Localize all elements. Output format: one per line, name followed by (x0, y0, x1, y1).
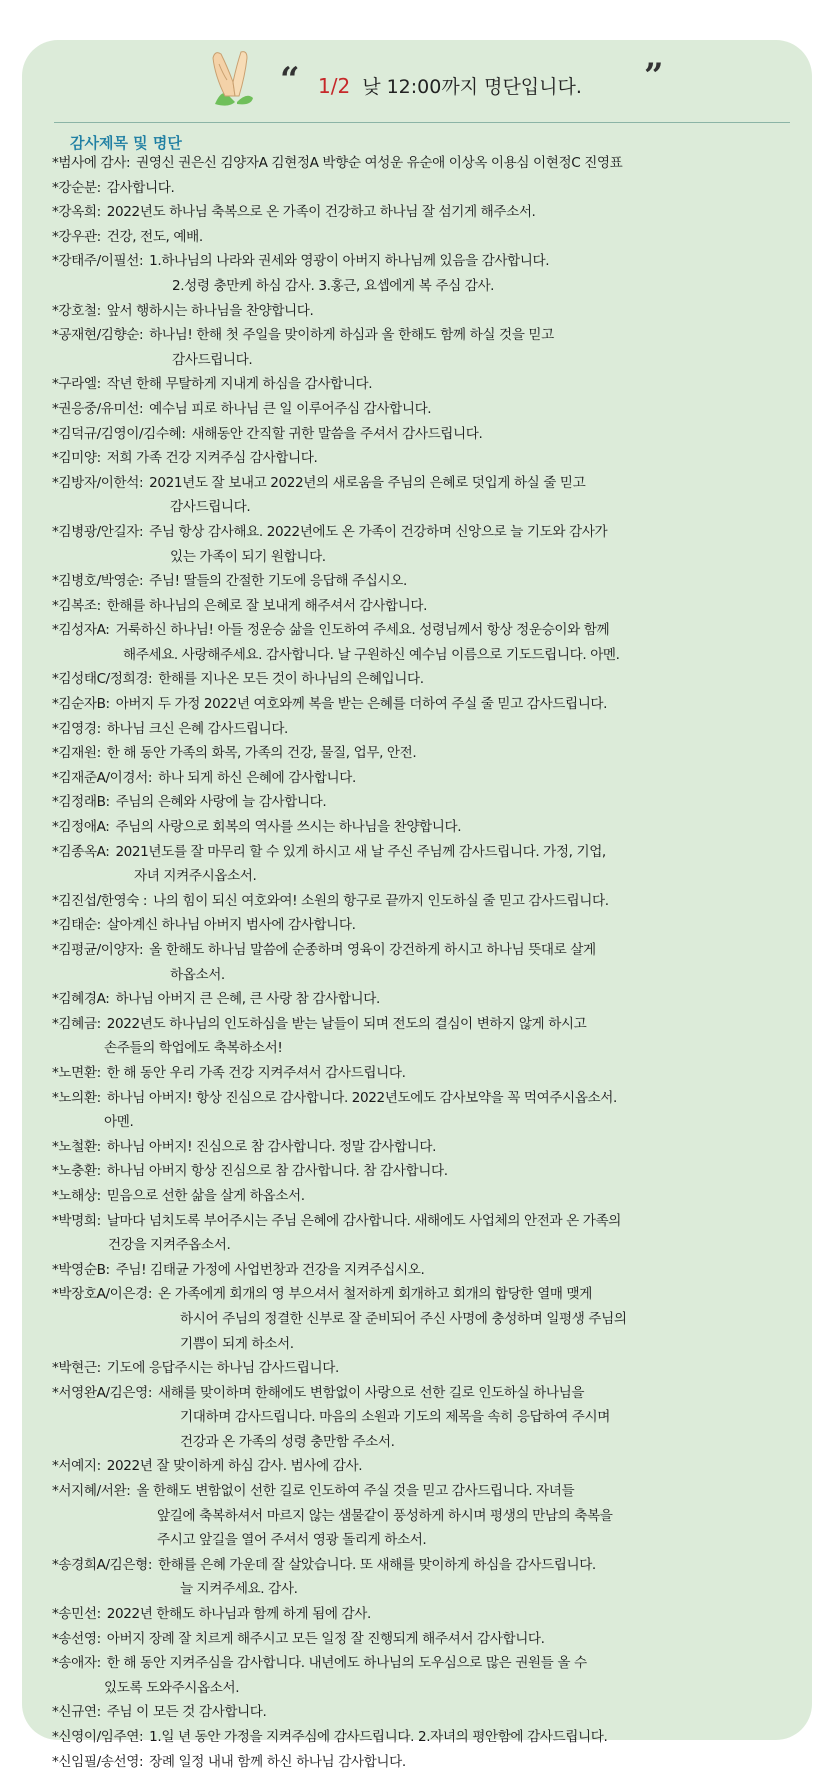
list-item (52, 1651, 812, 1700)
entry-text: 주님 이 모든 것 감사합니다. (106, 1704, 267, 1721)
list-item (52, 372, 812, 397)
entry-line (52, 520, 812, 545)
list-item (52, 323, 812, 372)
list-item (52, 1725, 812, 1750)
entry-line (52, 1184, 812, 1209)
entry-name: *김방자/이한석: (52, 474, 144, 491)
notice-card (22, 40, 812, 1770)
entry-line (52, 938, 812, 963)
entry-line (52, 1479, 812, 1504)
entry-continuation: 늘 지켜주세요. 감사. (180, 1581, 298, 1598)
entry-continuation: 기대하며 감사드립니다. 마음의 소원과 기도의 제목을 속히 응답하여 주시며 (180, 1409, 610, 1426)
entry-line (52, 1061, 812, 1086)
entry-name: *김진섭/한영숙 : (52, 892, 148, 909)
list-item (52, 225, 812, 250)
entry-text: 거룩하신 하나님! 아들 정운승 삶을 인도하여 주세요. 성령님께서 항상 정운승이와 함께 (115, 622, 610, 639)
entry-name: *박명희: (52, 1212, 101, 1229)
list-item (52, 1553, 812, 1602)
entry-text: 나의 힘이 되신 여호와여! 소원의 항구로 끝까지 인도하실 줄 믿고 감사드립니다. (153, 892, 609, 909)
entry-name: *강호철: (52, 302, 101, 319)
entry-line (52, 446, 812, 471)
entry-text: 새해동안 간직할 귀한 말씀을 주셔서 감사드립니다. (191, 425, 483, 442)
entry-name: *강순분: (52, 179, 101, 196)
list-item (52, 717, 812, 742)
entry-name: *강태주/이필선: (52, 253, 144, 270)
entry-text: 2022년 잘 맞이하게 하심 감사. 범사에 감사. (106, 1458, 363, 1475)
entry-line (52, 1602, 812, 1627)
entry-line (52, 1258, 812, 1283)
entry-text: 하나님 아버지! 진심으로 참 감사합니다. 정말 감사합니다. (106, 1138, 437, 1155)
entry-text: 하나님 아버지 항상 진심으로 참 감사합니다. 참 감사합니다. (106, 1163, 448, 1180)
entry-text: 예수님 피로 하나님 큰 일 이루어주심 감사합니다. (149, 400, 432, 417)
list-item (52, 1454, 812, 1479)
entry-name: *김덕규/김영이/김수혜: (52, 425, 186, 442)
list-item (52, 1381, 812, 1455)
entry-name: *송경희A/김은형: (52, 1556, 153, 1573)
entry-name: *송선영: (52, 1630, 101, 1647)
entry-text: 하나님! 한해 첫 주일을 맞이하게 하심과 올 한해도 함께 하실 것을 믿고 (149, 327, 554, 344)
entry-text: 한해를 지나온 모든 것이 하나님의 은혜입니다. (158, 671, 424, 688)
list-item (52, 618, 812, 667)
entry-line (52, 1750, 812, 1774)
entry-name: *서영완A/김은영: (52, 1384, 153, 1401)
entry-name: *김병호/박영순: (52, 573, 144, 590)
entry-text: 하나님 크신 은혜 감사드립니다. (106, 720, 288, 737)
praying-hands-icon (207, 46, 259, 108)
entry-line (52, 569, 812, 594)
list-item (52, 1356, 812, 1381)
list-item (52, 790, 812, 815)
list-item (52, 520, 812, 569)
list-item (52, 249, 812, 298)
entry-text: 하나 되게 하신 은혜에 감사합니다. (158, 769, 356, 786)
entry-list (52, 151, 812, 1774)
list-item (52, 1135, 812, 1160)
entry-text: 올 한해도 변함없이 선한 길로 인도하여 주실 것을 믿고 감사드립니다. 자녀들 (136, 1483, 575, 1500)
entry-line (52, 1700, 812, 1725)
entry-name: *김정래B: (52, 794, 110, 811)
entry-line (52, 1627, 812, 1652)
header (22, 40, 812, 118)
list-item (52, 1086, 812, 1135)
entry-line (52, 1086, 812, 1111)
entry-name: *서예지: (52, 1458, 101, 1475)
list-item (52, 692, 812, 717)
entry-line (52, 471, 812, 496)
entry-name: *김복조: (52, 597, 101, 614)
entry-name: *서지혜/서완: (52, 1483, 131, 1500)
entry-text: 주님! 딸들의 간절한 기도에 응답해 주십시오. (149, 573, 407, 590)
entry-line (52, 766, 812, 791)
page-title (318, 72, 582, 99)
entry-line (52, 249, 812, 274)
list-item (52, 815, 812, 840)
entry-text: 2022년도 하나님 축복으로 온 가족이 건강하고 하나님 잘 섬기게 해주소서. (106, 204, 536, 221)
entry-line (52, 225, 812, 250)
entry-text: 한 해 동안 가족의 화목, 가족의 건강, 물질, 업무, 안전. (106, 745, 417, 762)
entry-name: *신임필/송선영: (52, 1753, 144, 1770)
entry-line (52, 151, 812, 176)
open-quote: “ (280, 60, 300, 100)
entry-continuation: 건강을 지켜주옵소서. (108, 1237, 231, 1254)
entry-line (52, 323, 812, 348)
entry-text: 1.일 년 동안 가정을 지켜주심에 감사드립니다. 2.자녀의 평안함에 감사드립니다. (149, 1729, 608, 1745)
entry-name: *김평균/이양자: (52, 942, 144, 958)
list-item (52, 1700, 812, 1725)
entry-name: *김정애A: (52, 819, 110, 836)
entry-line (52, 913, 812, 938)
entry-line (52, 1012, 812, 1037)
entry-line (52, 840, 812, 865)
entry-name: *노철환: (52, 1138, 101, 1155)
entry-continuation: 하시어 주님의 정결한 신부로 잘 준비되어 주신 사명에 충성하며 일평생 주님의 (180, 1310, 627, 1327)
entry-name: *김혜경A: (52, 991, 110, 1008)
entry-text: 한해를 하나님의 은혜로 잘 보내게 해주셔서 감사합니다. (106, 597, 428, 614)
entry-line (52, 1454, 812, 1479)
list-item (52, 1061, 812, 1086)
list-item (52, 840, 812, 889)
list-item (52, 397, 812, 422)
entry-continuation: 있는 가족이 되기 원합니다. (170, 548, 326, 565)
entry-name: *강우관: (52, 228, 101, 245)
entry-continuation: 건강과 온 가족의 성령 충만함 주소서. (180, 1433, 395, 1450)
entry-text: 저희 가족 건강 지켜주심 감사합니다. (106, 450, 318, 467)
entry-line (52, 1553, 812, 1578)
entry-text: 권영신 권은신 김양자A 김현정A 박향순 여성운 유순애 이상옥 이용심 이현정C 진영표 (136, 155, 623, 171)
list-item (52, 1627, 812, 1652)
list-item (52, 299, 812, 324)
entry-line (52, 372, 812, 397)
entry-line (52, 200, 812, 225)
entry-name: *김순자B: (52, 696, 110, 713)
entry-continuation: 앞길에 축복하셔서 마르지 않는 샘물같이 풍성하게 하시며 평생의 만남의 축복을 (157, 1507, 613, 1524)
entry-text: 아버지 장례 잘 치르게 해주시고 모든 일정 잘 진행되게 해주셔서 감사합니다. (106, 1630, 545, 1647)
section-title: 감사제목 및 명단 (70, 134, 182, 152)
close-quote: ” (644, 56, 664, 96)
entry-name: *노충환: (52, 1163, 101, 1180)
entry-line (52, 692, 812, 717)
list-item (52, 667, 812, 692)
entry-text: 한 해 동안 지켜주심을 감사합니다. 내년에도 하나님의 도우심으로 많은 권원들 올 수 (106, 1655, 587, 1672)
list-item (52, 1209, 812, 1258)
entry-text: 살아계신 하나님 아버지 범사에 감사합니다. (106, 917, 356, 934)
title-date: 1/2 (318, 74, 351, 98)
entry-name: *권응중/유미선: (52, 400, 144, 417)
entry-name: *김재준A/이경서: (52, 769, 153, 786)
list-item (52, 422, 812, 447)
entry-continuation: 감사드립니다. (172, 351, 253, 368)
list-item (52, 594, 812, 619)
entry-name: *김재원: (52, 745, 101, 762)
entry-text: 건강, 전도, 예배. (106, 228, 203, 245)
entry-name: *송민선: (52, 1606, 101, 1623)
entry-line (52, 1651, 812, 1676)
entry-line (52, 1159, 812, 1184)
entry-name: *김혜금: (52, 1015, 101, 1032)
list-item (52, 913, 812, 938)
entry-line (52, 1209, 812, 1234)
entry-text: 올 한해도 하나님 말씀에 순종하며 영육이 강건하게 하시고 하나님 뜻대로 살게 (149, 942, 596, 958)
entry-line (52, 815, 812, 840)
list-item (52, 1012, 812, 1061)
list-item (52, 1479, 812, 1553)
entry-line (52, 422, 812, 447)
entry-line (52, 397, 812, 422)
entry-line (52, 741, 812, 766)
entry-name: *노면환: (52, 1064, 101, 1081)
entry-text: 앞서 행하시는 하나님을 찬양합니다. (106, 302, 314, 319)
entry-text: 주님의 은혜와 사랑에 늘 감사합니다. (115, 794, 327, 811)
entry-name: *강옥희: (52, 204, 101, 221)
entry-name: *김성자A: (52, 622, 110, 639)
list-item (52, 151, 812, 176)
entry-text: 주님! 김태균 가정에 사업번창과 건강을 지켜주십시오. (115, 1261, 425, 1278)
entry-line (52, 1356, 812, 1381)
entry-continuation: 기쁨이 되게 하소서. (180, 1335, 294, 1352)
entry-name: *박현근: (52, 1360, 101, 1377)
entry-name: *김종옥A: (52, 843, 110, 860)
entry-line (52, 1282, 812, 1307)
entry-text: 1.하나님의 나라와 권세와 영광이 아버지 하나님께 있음을 감사합니다. (149, 253, 550, 270)
list-item (52, 889, 812, 914)
entry-text: 주님의 사랑으로 회복의 역사를 쓰시는 하나님을 찬양합니다. (115, 819, 462, 836)
list-item (52, 1750, 812, 1774)
entry-continuation: 해주세요. 사랑해주세요. 감사합니다. 날 구원하신 예수님 이름으로 기도드립니다. 아멘. (123, 646, 620, 663)
entry-line (52, 176, 812, 201)
entry-name: *범사에 감사: (52, 155, 131, 171)
entry-text: 주님 항상 감사해요. 2022년에도 온 가족이 건강하며 신앙으로 늘 기도와 감사가 (149, 523, 608, 540)
entry-line (52, 667, 812, 692)
list-item (52, 1258, 812, 1283)
entry-name: *노해상: (52, 1187, 101, 1204)
entry-text: 하나님 아버지! 항상 진심으로 감사합니다. 2022년도에도 감사보약을 꼭 먹여주시옵소서. (106, 1089, 617, 1106)
entry-text: 2022년 한해도 하나님과 함께 하게 됨에 감사. (106, 1606, 371, 1623)
entry-continuation: 하옵소서. (170, 966, 225, 983)
entry-name: *김태순: (52, 917, 101, 934)
entry-line (52, 987, 812, 1012)
entry-name: *노의환: (52, 1089, 101, 1106)
entry-name: *김영경: (52, 720, 101, 737)
list-item (52, 938, 812, 987)
entry-text: 날마다 넘치도록 부어주시는 주님 은혜에 감사합니다. 새해에도 사업체의 안전과 온 가족의 (106, 1212, 621, 1229)
entry-text: 작년 한해 무탈하게 지내게 하심을 감사합니다. (106, 376, 373, 393)
entry-text: 한 해 동안 우리 가족 건강 지켜주셔서 감사드립니다. (106, 1064, 406, 1081)
entry-line (52, 717, 812, 742)
list-item (52, 176, 812, 201)
entry-continuation: 주시고 앞길을 열어 주셔서 영광 돌리게 하소서. (157, 1532, 427, 1549)
entry-name: *구라엘: (52, 376, 101, 393)
entry-line (52, 299, 812, 324)
entry-text: 감사합니다. (106, 179, 175, 196)
entry-continuation: 있도록 도와주시옵소서. (104, 1679, 240, 1696)
entry-line (52, 1135, 812, 1160)
entry-continuation: 감사드립니다. (170, 499, 251, 516)
entry-text: 새해를 맞이하며 한해에도 변함없이 사랑으로 선한 길로 인도하실 하나님을 (158, 1384, 585, 1401)
entry-text: 2021년도를 잘 마무리 할 수 있게 하시고 새 날 주신 주님께 감사드립니다. 가정, 기업, (115, 843, 606, 860)
list-item (52, 1159, 812, 1184)
entry-continuation: 손주들의 학업에도 축복하소서! (104, 1040, 283, 1057)
entry-text: 2021년도 잘 보내고 2022년의 새로움을 주님의 은혜로 덧입게 하실 줄 믿고 (149, 474, 586, 491)
entry-name: *김병광/안길자: (52, 523, 144, 540)
list-item (52, 1184, 812, 1209)
entry-name: *김성태C/정희경: (52, 671, 153, 688)
entry-name: *송애자: (52, 1655, 101, 1672)
list-item (52, 1602, 812, 1627)
list-item (52, 200, 812, 225)
entry-text: 기도에 응답주시는 하나님 감사드립니다. (106, 1360, 339, 1377)
entry-text: 한해를 은혜 가운데 잘 살았습니다. 또 새해를 맞이하게 하심을 감사드립니다. (158, 1556, 596, 1573)
entry-line (52, 889, 812, 914)
entry-continuation: 2.성령 충만케 하심 감사. 3.홍근, 요셉에게 복 주심 감사. (172, 277, 495, 294)
list-item (52, 766, 812, 791)
entry-line (52, 1725, 812, 1750)
list-item (52, 741, 812, 766)
entry-line (52, 618, 812, 643)
entry-name: *박장호A/이은경: (52, 1286, 153, 1303)
entry-line (52, 594, 812, 619)
divider (54, 122, 790, 123)
entry-text: 믿음으로 선한 삶을 살게 하옵소서. (106, 1187, 305, 1204)
entry-continuation: 아멘. (104, 1114, 134, 1131)
list-item (52, 446, 812, 471)
entry-line (52, 1381, 812, 1406)
entry-text: 아버지 두 가정 2022년 여호와께 복을 받는 은혜를 더하여 주실 줄 믿고 감사드립니다. (115, 696, 608, 713)
list-item (52, 1282, 812, 1356)
title-text: 낮 12:00까지 명단입니다. (362, 76, 582, 98)
entry-name: *신영이/임주연: (52, 1729, 144, 1745)
entry-text: 하나님 아버지 큰 은혜, 큰 사랑 참 감사합니다. (115, 991, 380, 1008)
list-item (52, 987, 812, 1012)
entry-name: *김미양: (52, 450, 101, 467)
entry-text: 온 가족에게 회개의 영 부으셔서 철저하게 회개하고 회개의 합당한 열매 맺게 (158, 1286, 592, 1303)
entry-name: *신규연: (52, 1704, 101, 1721)
entry-text: 장례 일정 내내 함께 하신 하나님 감사합니다. (149, 1753, 406, 1770)
entry-line (52, 790, 812, 815)
entry-text: 2022년도 하나님의 인도하심을 받는 날들이 되며 전도의 결심이 변하지 않게 하시고 (106, 1015, 587, 1032)
list-item (52, 471, 812, 520)
entry-continuation: 자녀 지켜주시옵소서. (134, 868, 257, 885)
list-item (52, 569, 812, 594)
entry-name: *공재현/김향순: (52, 327, 144, 344)
entry-name: *박영순B: (52, 1261, 110, 1278)
